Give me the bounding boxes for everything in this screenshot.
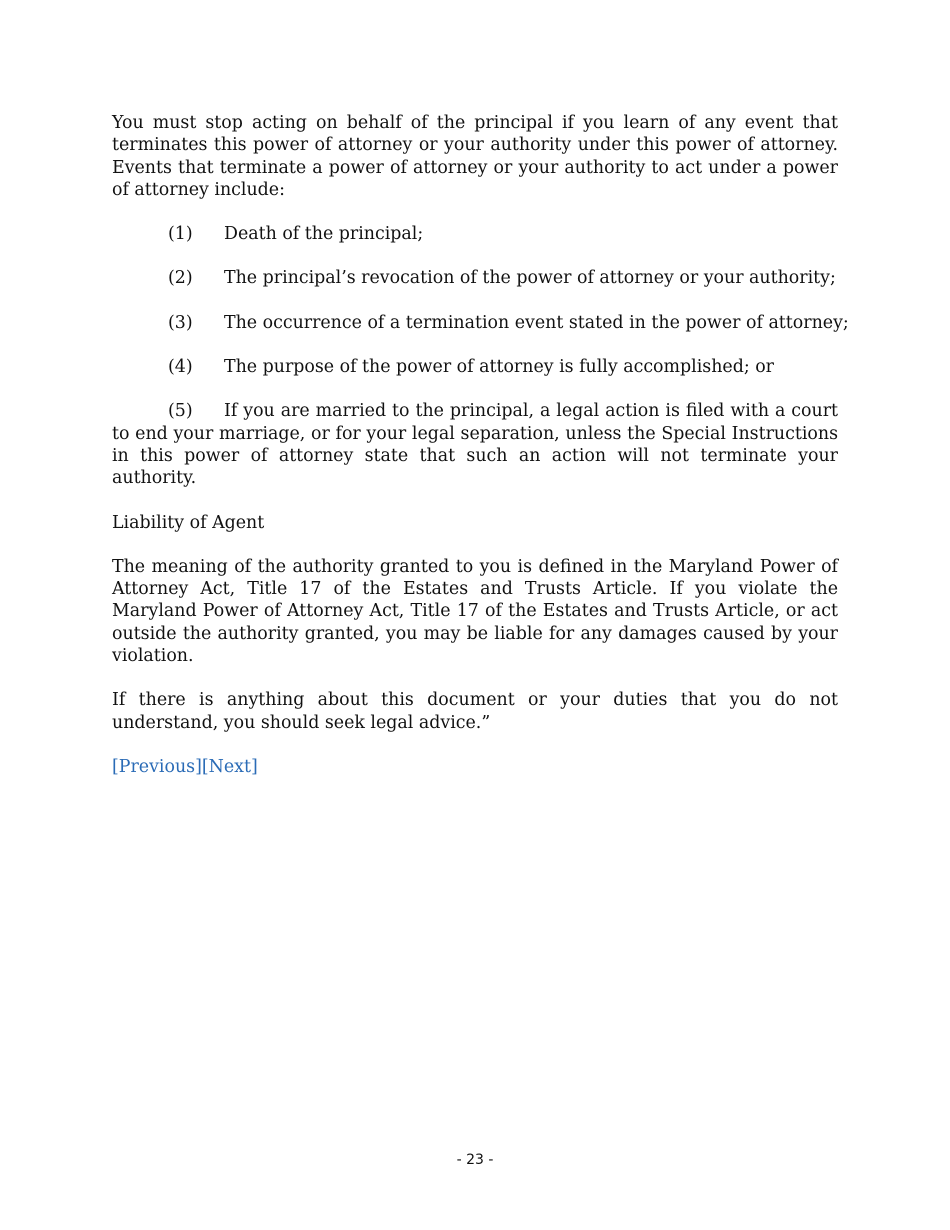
list-text: The purpose of the power of attorney is fully accomplished; or bbox=[224, 357, 774, 378]
list-item bbox=[112, 267, 838, 289]
document-page bbox=[112, 112, 849, 778]
list-item bbox=[112, 223, 838, 245]
list-item bbox=[112, 312, 849, 334]
list-item bbox=[112, 356, 838, 378]
section-heading: Liability of Agent bbox=[112, 512, 265, 533]
list-item bbox=[112, 400, 838, 489]
intro-paragraph: You must stop acting on behalf of the principal if you learn of any event that terminates this power of attorney or your authority under this power of attorney. Events that terminate a power of attorney or your authority to act under a power of attorney include: bbox=[112, 113, 838, 200]
list-text: The occurrence of a termination event stated in the power of attorney; bbox=[224, 312, 849, 333]
list-number: (1) bbox=[168, 224, 193, 245]
list-number: (3) bbox=[168, 312, 193, 333]
list-text: The principal’s revocation of the power of attorney or your authority; bbox=[224, 268, 836, 289]
list-number: (2) bbox=[168, 268, 193, 289]
list-number: (4) bbox=[168, 357, 193, 378]
list-number: (5) bbox=[168, 401, 193, 422]
page-number: - 23 - bbox=[456, 1152, 494, 1168]
page-navigation bbox=[112, 756, 838, 778]
liability-paragraph: The meaning of the authority granted to you is defined in the Maryland Power of Attorney Act, Title 17 of the Estates and Trusts Article. If you violate the Maryland Power of Attorney Act, Title 17 of the Estates and Trusts Article, or act outside the authority granted, you may be liable for any damages caused by your violation. bbox=[112, 556, 838, 667]
closing-paragraph: If there is anything about this document or your duties that you do not understand, you should seek legal advice.” bbox=[112, 690, 838, 733]
list-text: Death of the principal; bbox=[224, 224, 424, 245]
list-text: If you are married to the principal, a legal action is filed with a court to end your marriage, or for your legal separation, unless the Special Instructions in this power of attorney state that such an action will not terminate your authority. bbox=[112, 401, 838, 489]
next-link[interactable]: [Next] bbox=[201, 756, 258, 777]
previous-link[interactable]: [Previous] bbox=[112, 756, 202, 777]
